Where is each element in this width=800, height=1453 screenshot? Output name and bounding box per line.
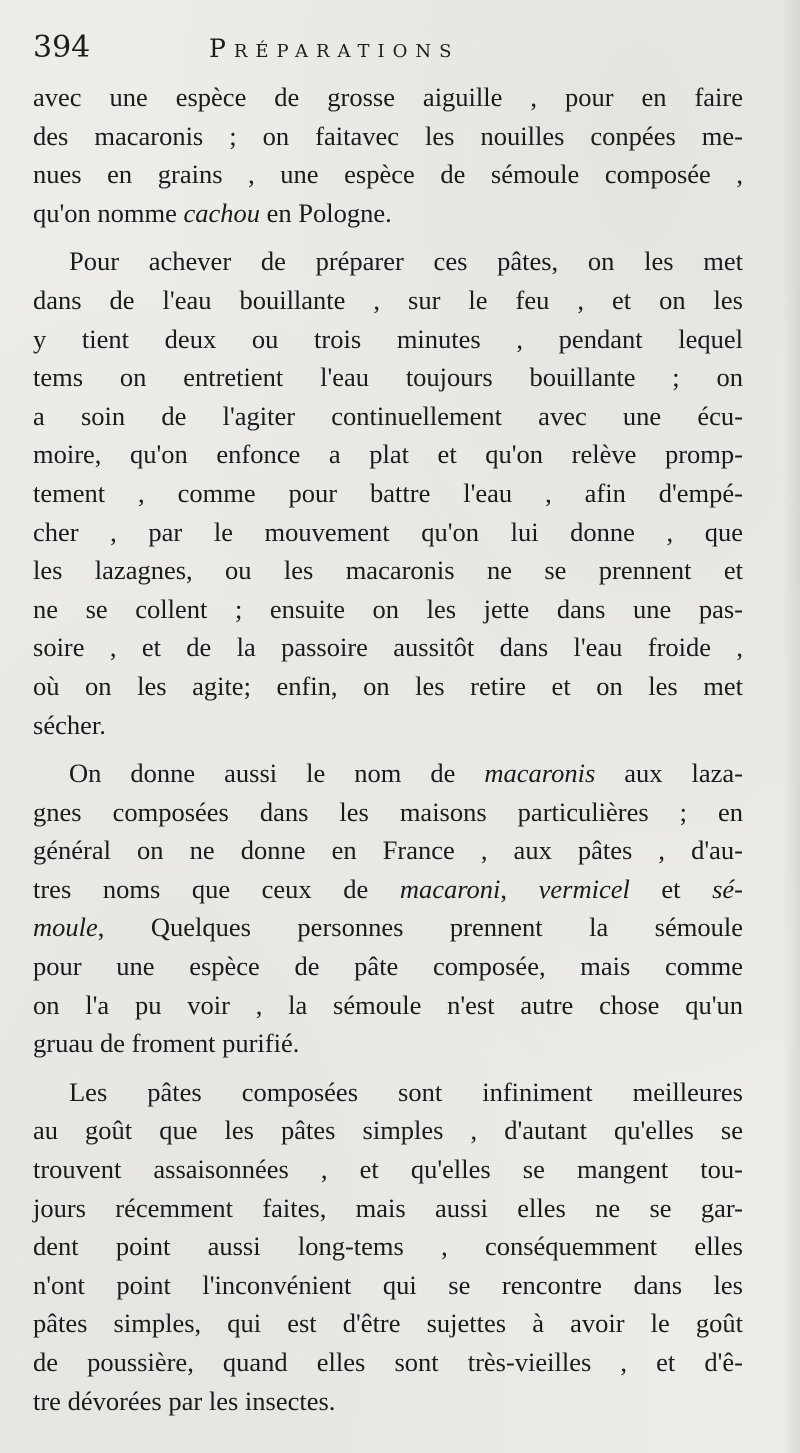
text-run: Les pâtes composées sont infiniment meilleures [69,1076,743,1107]
text-run: tems on entretient l'eau toujours bouillante ; on [33,362,743,393]
text-run: moire, qu'on enfonce a plat et qu'on relève promp- [33,439,743,470]
text-run: sécher. [33,709,106,740]
text-run: y tient deux ou trois minutes , pendant lequel [33,323,743,354]
text-line [33,435,743,474]
text-run: et [629,873,713,904]
text-run: où on les agite; enfin, on les retire et on les met [33,670,743,701]
text-run: des macaronis ; on faitavec les nouilles conpées me- [33,120,743,151]
text-line [33,474,743,513]
text-run: pâtes simples, qui est d'être sujettes à avoir le goût [33,1308,743,1339]
text-run: ne se collent ; ensuite on les jette dans une pas- [33,593,743,624]
text-run: On donne aussi le nom de [69,758,485,789]
text-run: on l'a pu voir , la sémoule n'est autre chose qu'un [33,989,743,1020]
text-run: trouvent assaisonnées , et qu'elles se mangent tou- [33,1154,743,1185]
text-line [33,628,743,667]
text-run: tre dévorées par les insectes. [33,1385,336,1416]
paragraph [33,78,743,232]
text-run: tres noms que ceux de [33,873,400,904]
text-line [33,590,743,629]
text-run: au goût que les pâtes simples , d'autant qu'elles se [33,1115,743,1146]
text-line [33,1073,743,1112]
text-line [33,155,743,194]
text-line [33,908,743,947]
text-line [33,1150,743,1189]
text-line [33,986,743,1025]
italic-text: macaronis [484,758,596,789]
text-run: nues en grains , une espèce de sémoule composée , [33,159,743,190]
text-line [33,78,743,117]
text-run: gruau de froment purifié. [33,1028,300,1059]
text-run: Pour achever de préparer ces pâtes, on les met [69,246,743,277]
text-line [33,706,743,745]
text-run: , [500,873,539,904]
text-line [33,358,743,397]
text-line [33,1024,743,1063]
text-line [33,1304,743,1343]
text-run: avec une espèce de grosse aiguille , pour en faire [33,82,743,112]
italic-text: macaroni [399,873,501,904]
text-line [33,1266,743,1305]
text-run: les lazagnes, ou les macaronis ne se prennent et [33,555,743,586]
text-line [33,194,743,233]
paragraph [33,242,743,744]
page-number: 394 [33,30,91,65]
text-run: cher , par le mouvement qu'on lui donne , que [33,516,743,547]
body-text [33,78,743,1430]
text-line [33,1189,743,1228]
text-run: qu'on nomme [33,197,184,228]
text-run: soire , et de la passoire aussitôt dans l'eau froide , [33,632,743,663]
italic-text: cachou [183,197,261,228]
text-run: jours récemment faites, mais aussi elles ne se gar- [33,1192,743,1223]
text-run: dans de l'eau bouillante , sur le feu , et on les [33,284,743,315]
text-line [33,320,743,359]
text-line [33,551,743,590]
text-run: général on ne donne en France , aux pâtes , d'au- [33,835,743,866]
text-line [33,117,743,156]
page-header [33,26,773,72]
text-line [33,1343,743,1382]
paragraph [33,754,743,1063]
text-line [33,667,743,706]
text-run: aux laza- [595,758,743,789]
text-line [33,870,743,909]
text-line [33,1111,743,1150]
paragraph [33,1073,743,1420]
text-run: gnes composées dans les maisons particulières ; en [33,796,743,827]
text-run: en Pologne. [260,197,392,228]
page-edge-shadow [782,0,800,1453]
text-line [33,831,743,870]
text-line [33,1227,743,1266]
text-line [33,1382,743,1421]
text-line [33,242,743,281]
text-run: de poussière, quand elles sont très-vieilles , et d'ê- [33,1347,743,1377]
text-run: tement , comme pour battre l'eau , afin d'empé- [33,477,743,508]
text-run: , Quelques personnes prennent la sémoule [97,912,743,943]
text-run: a soin de l'agiter continuellement avec une écu- [33,400,743,431]
italic-text: moule [33,912,98,943]
text-run: dent point aussi long-tems , conséquemment elles [33,1231,743,1262]
text-run: n'ont point l'inconvénient qui se rencontre dans les [33,1269,743,1300]
italic-text: sé- [712,873,744,904]
text-line [33,947,743,986]
text-line [33,281,743,320]
text-line [33,397,743,436]
running-head: Préparations [209,34,460,63]
italic-text: vermicel [538,873,630,904]
text-run: pour une espèce de pâte composée, mais comme [33,951,743,982]
text-line [33,793,743,832]
text-line [33,513,743,552]
text-line [33,754,743,793]
